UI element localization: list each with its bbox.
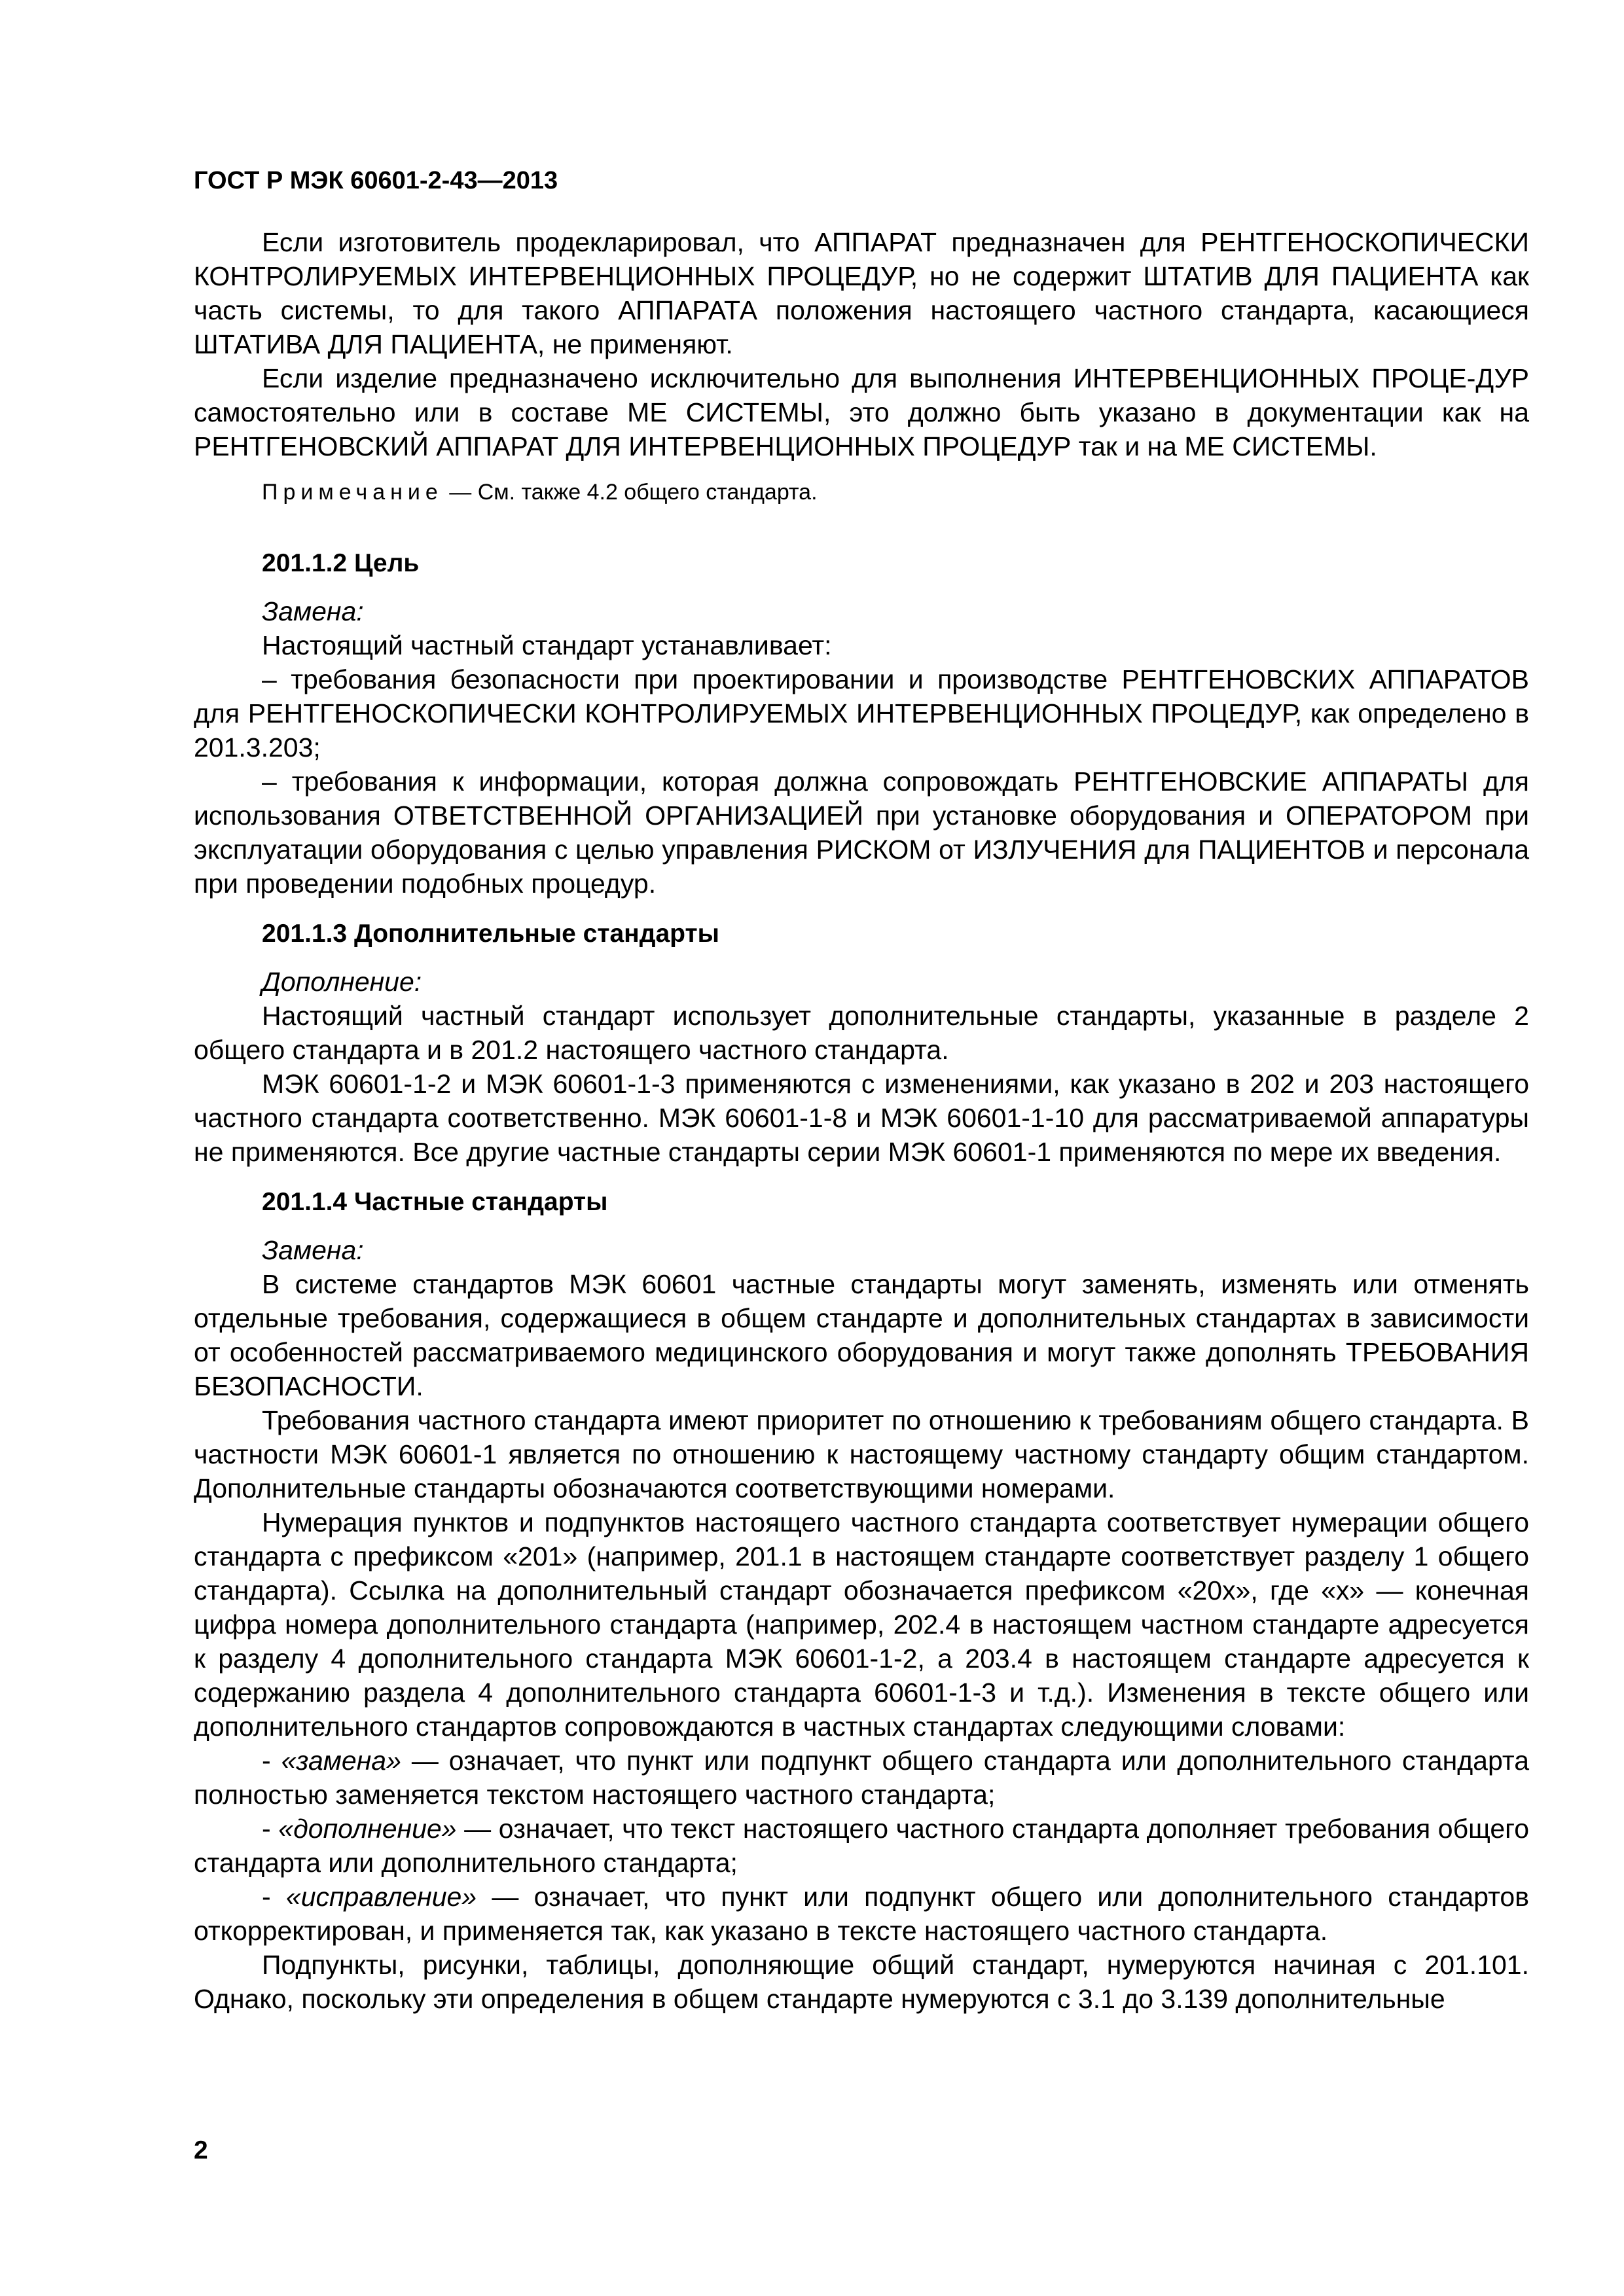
paragraph: В системе стандартов МЭК 60601 частные стандарты могут заменять, изменять или отменять отдельные требования, содержащиеся в общем стандарте и дополнительных стандартах в зависимости от особенностей рассматриваемого медицинского оборудования и могут также дополнять ТРЕБОВАНИЯ БЕЗОПАСНОСТИ. (194, 1269, 1529, 1401)
term-definition: — означает, что пункт или подпункт общего стандарта или дополнительного стандарта полностью заменяется текстом настоящего частного стандарта; (194, 1746, 1529, 1810)
paragraph: Настоящий частный стандарт использует дополнительные стандарты, указанные в разделе 2 общего стандарта и в 201.2 настоящего частного стандарта. (194, 1001, 1529, 1065)
paragraph: Если изготовитель продекларировал, что АППАРАТ предназначен для РЕНТГЕНОСКОПИЧЕСКИ КОНТРОЛИРУЕМЫХ ИНТЕРВЕНЦИОННЫХ ПРОЦЕДУР, но не содержит ШТАТИВ ДЛЯ ПАЦИЕНТА как часть системы, то для такого АППАРАТА положения настоящего частного стандарта, касающиеся ШТАТИВА ДЛЯ ПАЦИЕНТА, не применяют. (194, 227, 1529, 359)
paragraph: Требования частного стандарта имеют приоритет по отношению к требованиям общего стандарта. В частности МЭК 60601-1 является по отношению к настоящему частному стандарту общим стандартом. Дополнительные стандарты обозначаются соответствующими номерами. (194, 1405, 1529, 1503)
paragraph: Настоящий частный стандарт устанавливает: (262, 630, 832, 660)
change-label: Дополнение: (262, 967, 422, 997)
section-heading: 201.1.4 Частные стандарты (262, 1188, 608, 1216)
paragraph: Если изделие предназначено исключительно для выполнения ИНТЕРВЕНЦИОННЫХ ПРОЦЕ-ДУР самостоятельно или в составе МЕ СИСТЕМЫ, это должно быть указано в документации как на РЕНТГЕНОВСКИЙ АППАРАТ ДЛЯ ИНТЕРВЕНЦИОННЫХ ПРОЦЕДУР так и на МЕ СИСТЕМЫ. (194, 363, 1529, 461)
section-heading: 201.1.3 Дополнительные стандарты (262, 920, 719, 948)
document-header: ГОСТ Р МЭК 60601-2-43—2013 (194, 167, 558, 194)
change-label: Замена: (262, 596, 364, 626)
term: «замена» (281, 1746, 401, 1776)
term: «дополнение» (278, 1814, 457, 1844)
section-heading: 201.1.2 Цель (262, 549, 420, 577)
note-text: — См. также 4.2 общего стандарта. (442, 480, 818, 505)
list-item (194, 1744, 1529, 1812)
note (194, 478, 1529, 507)
note-label: Примечание (262, 480, 443, 505)
paragraph: Подпункты, рисунки, таблицы, дополняющие общий стандарт, нумеруются начиная с 201.101. Однако, поскольку эти определения в общем стандарте нумеруются с 3.1 до 3.139 дополнительные (194, 1950, 1529, 2014)
bullet-dash: - (262, 1746, 281, 1776)
list-item (194, 1812, 1529, 1880)
term: «исправление» (285, 1882, 477, 1912)
paragraph: МЭК 60601-1-2 и МЭК 60601-1-3 применяются с изменениями, как указано в 202 и 203 настоящего частного стандарта соответственно. МЭК 60601-1-8 и МЭК 60601-1-10 для рассматриваемой аппаратуры не применяются. Все другие частные стандарты серии МЭК 60601-1 применяются по мере их введения. (194, 1069, 1529, 1167)
term-definition: — означает, что пункт или подпункт общего или дополнительного стандартов откорректирован, и применяется так, как указано в тексте настоящего частного стандарта. (194, 1882, 1529, 1946)
list-item: – требования к информации, которая должна сопровождать РЕНТГЕНОВСКИЕ АППАРАТЫ для использования ОТВЕТСТВЕННОЙ ОРГАНИЗАЦИЕЙ при установке оборудования и ОПЕРАТОРОМ при эксплуатации оборудования с целью управления РИСКОМ от ИЗЛУЧЕНИЯ для ПАЦИЕНТОВ и персонала при проведении подобных процедур. (194, 766, 1529, 899)
document-page (194, 165, 1529, 2016)
list-item (194, 1880, 1529, 1948)
bullet-dash: - (262, 1882, 286, 1912)
change-label: Замена: (262, 1235, 364, 1265)
bullet-dash: - (262, 1814, 279, 1844)
list-item: – требования безопасности при проектировании и производстве РЕНТГЕНОВСКИХ АППАРАТОВ для РЕНТГЕНОСКОПИЧЕСКИ КОНТРОЛИРУЕМЫХ ИНТЕРВЕНЦИОННЫХ ПРОЦЕДУР, как определено в 201.3.203; (194, 664, 1529, 762)
term-definition: — означает, что текст настоящего частного стандарта дополняет требования общего стандарта или дополнительного стандарта; (194, 1814, 1530, 1878)
page-number: 2 (194, 2136, 208, 2164)
paragraph: Нумерация пунктов и подпунктов настоящего частного стандарта соответствует нумерации общего стандарта с префиксом «201» (например, 201.1 в настоящем стандарте соответствует разделу 1 общего стандарта). Ссылка на дополнительный стандарт обозначается префиксом «20x», где «x» — конечная цифра номера дополнительного стандарта (например, 202.4 в настоящем частном стандарте адресуется к разделу 4 дополнительного стандарта МЭК 60601-1-2, а 203.4 в настоящем стандарте адресуется к содержанию раздела 4 дополнительного стандарта 60601-1-3 и т.д.). Изменения в тексте общего или дополнительного стандартов сопровождаются в частных стандартах следующими словами: (194, 1507, 1529, 1742)
